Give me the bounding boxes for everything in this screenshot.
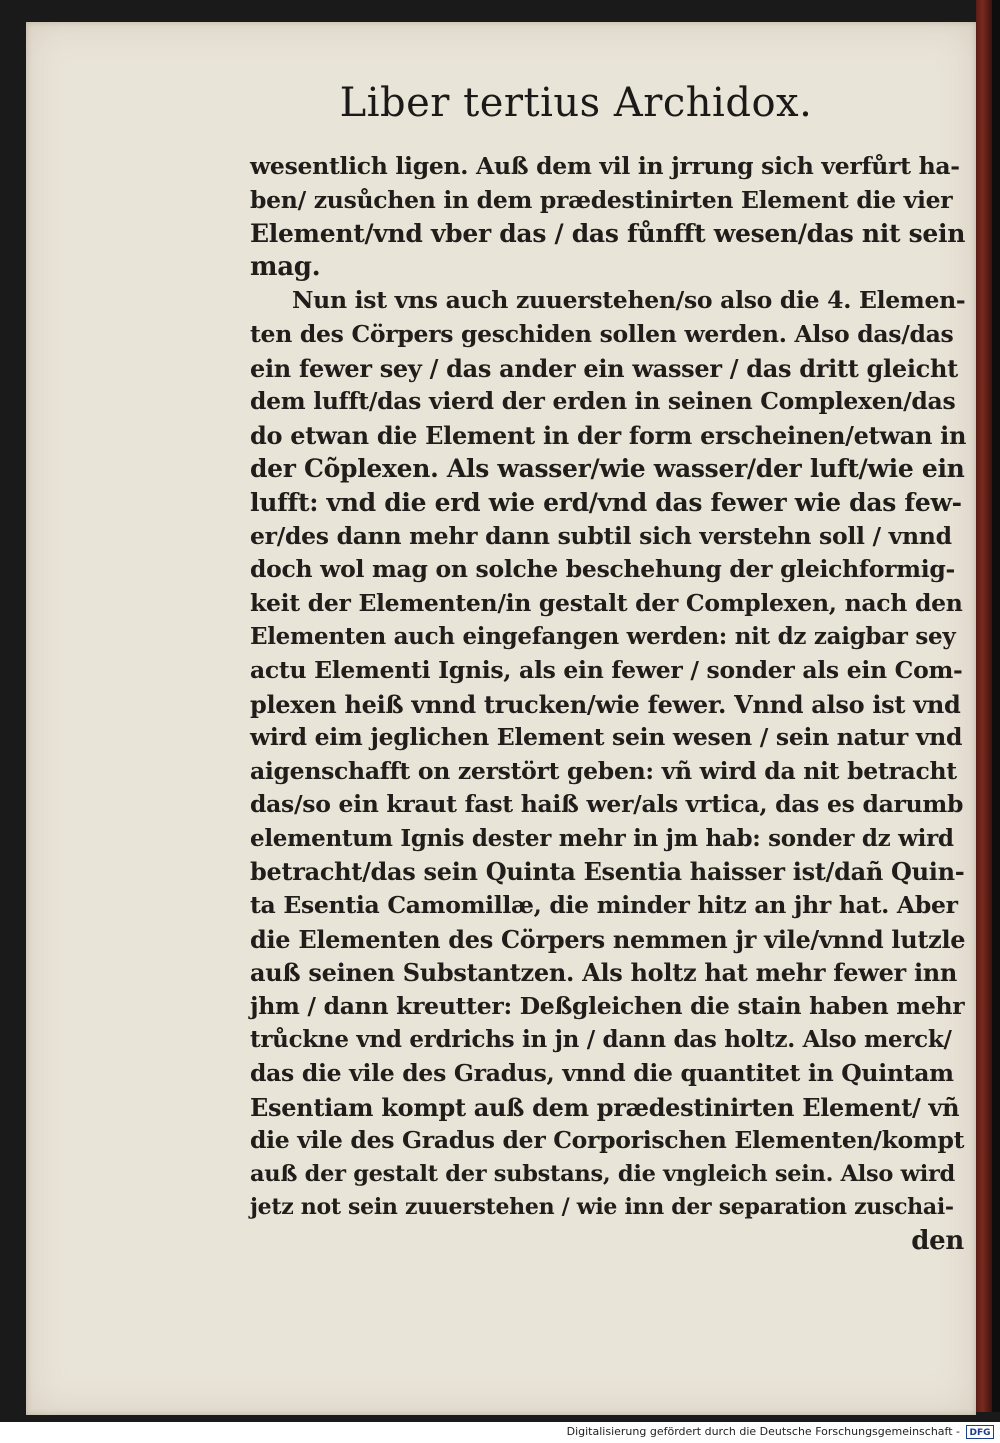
- text-line: plexen heiß vnnd trucken/wie fewer. Vnnd also ist vnd: [250, 689, 961, 719]
- text-line: betracht/das sein Quinta Esentia haisser ist/dañ Quin-: [250, 857, 965, 887]
- text-line: wesentlich ligen. Auß dem vil in jrrung sich verfůrt ha-: [250, 152, 960, 180]
- text-line: aigenschafft on zerstört geben: vñ wird da nit betracht: [250, 756, 957, 785]
- text-line: auß seinen Substantzen. Als holtz hat mehr fewer inn: [250, 958, 958, 988]
- text-line: ein fewer sey / das ander ein wasser / das dritt gleicht: [250, 353, 958, 383]
- text-line: Nun ist vns auch zuuerstehen/so also die 4. Elemen-: [292, 286, 966, 315]
- text-line: ta Esentia Camomillæ, die minder hitz an jhr hat. Aber: [250, 891, 958, 920]
- text-line: doch wol mag on solche beschehung der gleichformig-: [250, 555, 955, 584]
- text-line: ben/ zusůchen in dem prædestinirten Element die vier: [250, 185, 953, 214]
- funding-notice: Digitalisierung gefördert durch die Deutsche Forschungsgemeinschaft -: [566, 1425, 960, 1438]
- text-line: lufft: vnd die erd wie erd/vnd das fewer wie das few-: [250, 487, 962, 517]
- text-line: das/so ein kraut fast haiß wer/als vrtica, das es darumb: [250, 790, 964, 819]
- text-line: Esentiam kompt auß dem prædestinirten Element/ vñ: [250, 1092, 960, 1122]
- text-line: die Elementen des Cörpers nemmen jr vile/vnnd lutzle: [250, 924, 966, 954]
- footer-bar: [0, 1422, 1000, 1443]
- running-head: Liber tertius Archidox.: [339, 80, 813, 126]
- text-line: jetz not sein zuuerstehen / wie inn der separation zuschai-: [250, 1194, 954, 1221]
- text-line: der Cõplexen. Als wasser/wie wasser/der luft/wie ein: [250, 454, 965, 484]
- body-text: [250, 150, 966, 1259]
- book-page: [26, 22, 976, 1415]
- catchword: den: [911, 1226, 964, 1256]
- text-line: auß der gestalt der substans, die vngleich sein. Also wird: [250, 1160, 955, 1187]
- text-line: do etwan die Element in der form erscheinen/etwan in: [250, 420, 967, 450]
- text-line: dem lufft/das vierd der erden in seinen Complexen/das: [250, 387, 956, 416]
- book-edge-shadow: [992, 0, 1000, 1412]
- text-line: wird eim jeglichen Element sein wesen / sein natur vnd: [250, 723, 963, 752]
- dfg-logo: DFG: [966, 1425, 994, 1439]
- text-line: keit der Elementen/in gestalt der Complexen, nach den: [250, 588, 963, 617]
- text-line: mag.: [250, 251, 321, 282]
- text-line: das die vile des Gradus, vnnd die quantitet in Quintam: [250, 1059, 954, 1088]
- text-line: trůckne vnd erdrichs in jn / dann das holtz. Also merck/: [250, 1026, 952, 1054]
- text-line: elementum Ignis dester mehr in jm hab: sonder dz wird: [250, 824, 954, 852]
- text-line: jhm / dann kreutter: Deßgleichen die stain haben mehr: [250, 991, 965, 1020]
- text-line: die vile des Gradus der Corporischen Elementen/kompt: [250, 1126, 965, 1155]
- text-line: er/des dann mehr dann subtil sich verstehn soll / vnnd: [250, 521, 952, 550]
- text-line: ten des Cörpers geschiden sollen werden. Also das/das: [250, 319, 954, 348]
- book-edge: [976, 0, 992, 1412]
- text-line: actu Elementi Ignis, als ein fewer / sonder als ein Com-: [250, 655, 963, 684]
- text-line: Element/vnd vber das / das fůnfft wesen/das nit sein: [250, 219, 966, 249]
- text-line: Elementen auch eingefangen werden: nit dz zaigbar sey: [250, 623, 956, 651]
